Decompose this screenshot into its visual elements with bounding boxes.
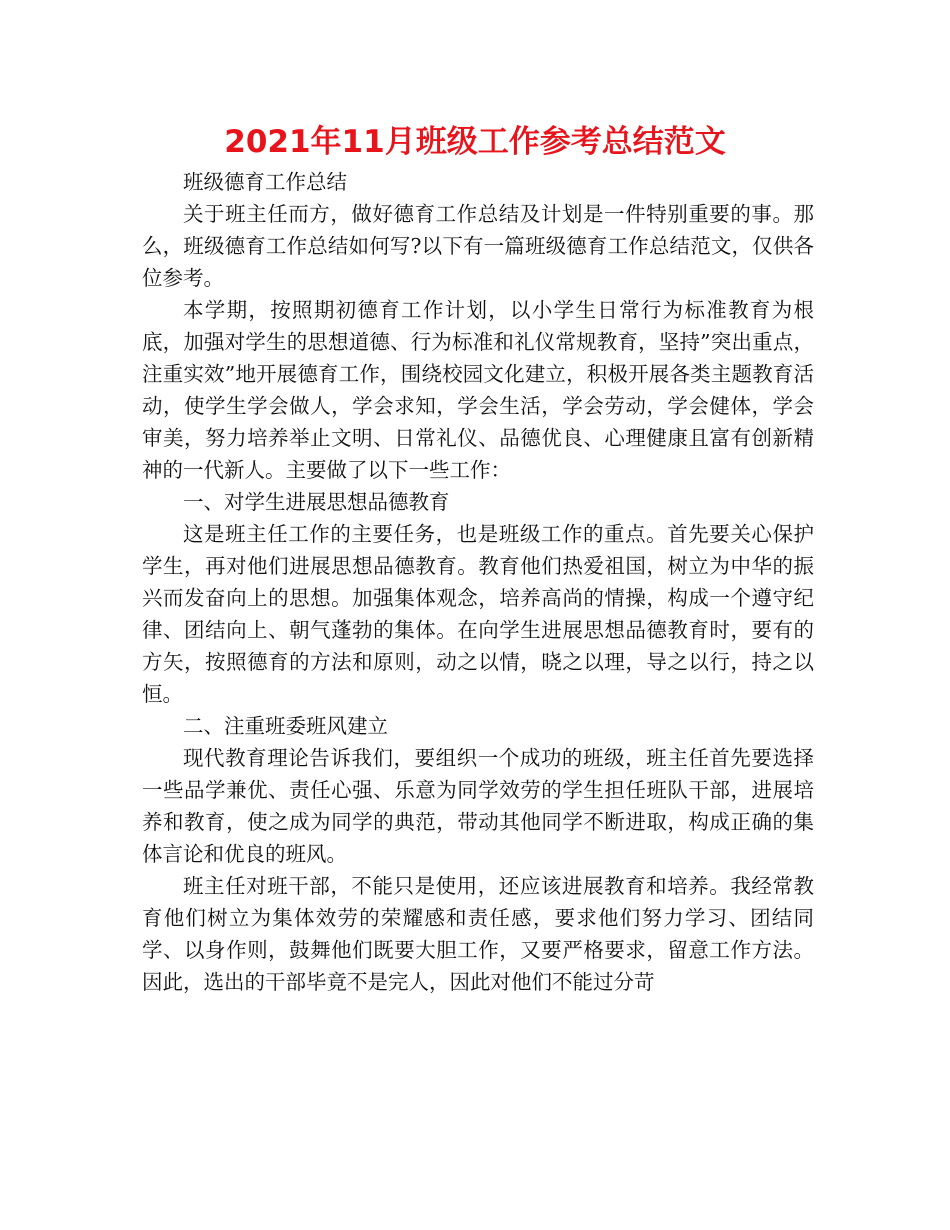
body-paragraph: 这是班主任工作的主要任务，也是班级工作的重点。首先要关心保护学生，再对他们进展思想品德教育。教育他们热爱祖国，树立为中华的振兴而发奋向上的思想。加强集体观念，培养高尚的情操，构成一个遵守纪律、团结向上、朝气蓬勃的集体。在向学生进展思想品德教育时，要有的方矢，按照德育的方法和原则，动之以情，晓之以理，导之以行，持之以恒。 [142,522,814,706]
section-heading: 班级德育工作总结 [183,170,347,194]
section-heading: 二、注重班委班风建立 [183,714,388,738]
body-paragraph: 关于班主任而方，做好德育工作总结及计划是一件特别重要的事。那么，班级德育工作总结如何写?以下有一篇班级德育工作总结范文，仅供各位参考。 [142,202,814,290]
document-title: 2021年11月班级工作参考总结范文 [224,124,726,160]
section-heading: 一、对学生进展思想品德教育 [183,490,450,514]
body-paragraph: 班主任对班干部，不能只是使用，还应该进展教育和培养。我经常教育他们树立为集体效劳的荣耀感和责任感，要求他们努力学习、团结同学、以身作则，鼓舞他们既要大胆工作，又要严格要求，留意工作方法。因此，选出的干部毕竟不是完人，因此对他们不能过分苛 [142,874,814,994]
body-paragraph: 现代教育理论告诉我们，要组织一个成功的班级，班主任首先要选择一些品学兼优、责任心强、乐意为同学效劳的学生担任班队干部，进展培养和教育，使之成为同学的典范，带动其他同学不断进取，构成正确的集体言论和优良的班风。 [142,746,814,866]
document-body [142,166,814,998]
body-paragraph: 本学期，按照期初德育工作计划，以小学生日常行为标准教育为根底，加强对学生的思想道德、行为标准和礼仪常规教育，坚持”突出重点，注重实效”地开展德育工作，围绕校园文化建立，积极开展各类主题教育活动，使学生学会做人，学会求知，学会生活，学会劳动，学会健体，学会审美，努力培养举止文明、日常礼仪、品德优良、心理健康且富有创新精神的一代新人。主要做了以下一些工作： [142,298,814,482]
